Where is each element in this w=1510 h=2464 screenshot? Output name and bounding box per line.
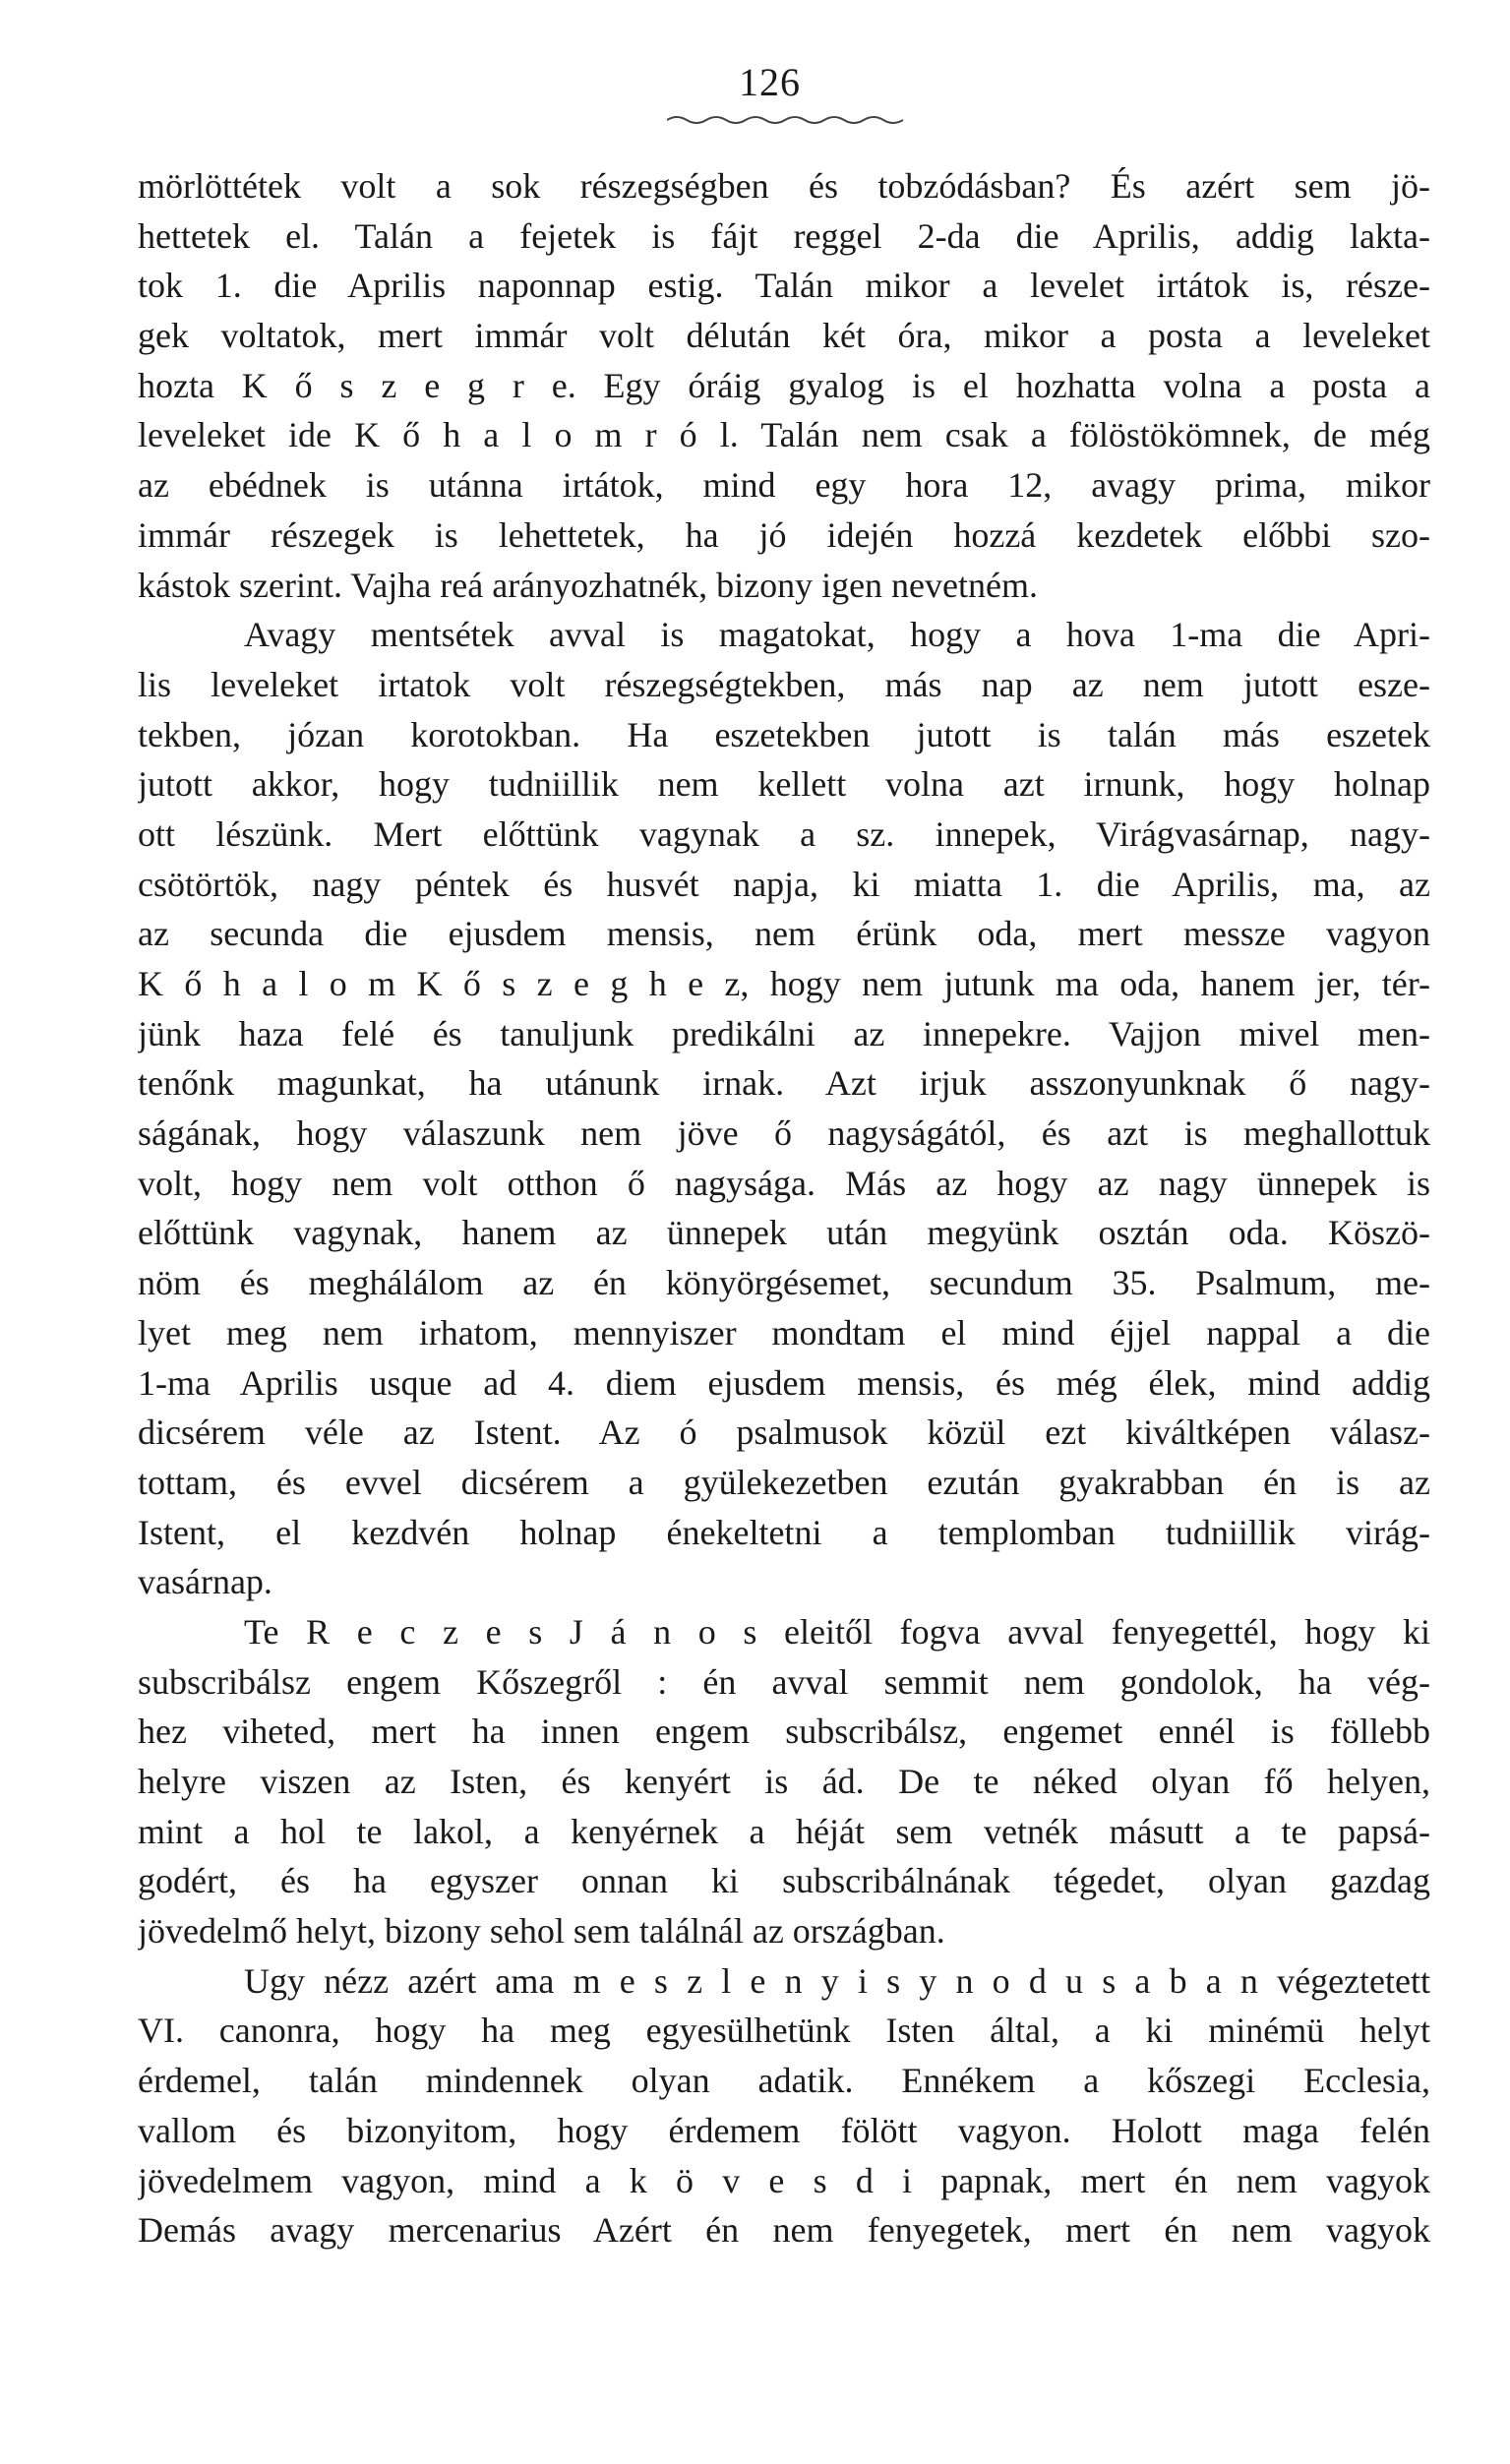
text-line: leveleket ide K ő h a l o m r ó l. Talán nem csak a fölöstökömnek, de még [138, 415, 1430, 455]
text-line: helyre viszen az Isten, és kenyért is ád. De te néked olyan fő helyen, [138, 1762, 1430, 1801]
text-line: csötörtök, nagy péntek és husvét napja, ki miatta 1. die Aprilis, ma, az [138, 864, 1430, 904]
text-line: 1-ma Aprilis usque ad 4. diem ejusdem mensis, és még élek, mind addig [138, 1362, 1430, 1403]
text-line: lyet meg nem irhatom, mennyiszer mondtam el mind éjjel nappal a die [138, 1312, 1430, 1352]
text-line: tottam, és evvel dicsérem a gyülekezetben ezután gyakrabban én is az [138, 1462, 1430, 1502]
text-line: nöm és meghálálom az én könyörgésemet, secundum 35. Psalmum, me- [138, 1263, 1430, 1303]
text-line: ságának, hogy válaszunk nem jöve ő nagyságától, és azt is meghallottuk [138, 1113, 1430, 1154]
text-line: Avagy mentsétek avval is magatokat, hogy a hova 1-ma die Apri- [244, 615, 1430, 655]
text-line: jövedelmem vagyon, mind a k ö v e s d i papnak, mert én nem vagyok [138, 2160, 1430, 2200]
text-line: Te R e c z e s J á n o s eleitől fogva avval fenyegettél, hogy ki [244, 1611, 1430, 1652]
text-line: érdemel, talán mindennek olyan adatik. Ennékem a kőszegi Ecclesia, [138, 2061, 1430, 2101]
text-line: vasárnap. [138, 1562, 272, 1602]
text-line: előttünk vagynak, hanem az ünnepek után megyünk osztán oda. Köszö- [138, 1213, 1430, 1253]
text-body [138, 161, 1430, 2255]
text-line: volt, hogy nem volt otthon ő nagysága. Más az hogy az nagy ünnepek is [138, 1163, 1430, 1203]
text-line: jutott akkor, hogy tudniillik nem kellett volna azt irnunk, hogy holnap [138, 764, 1430, 805]
text-line: hozta K ő s z e g r e. Egy óráig gyalog is el hozhatta volna a posta a [138, 365, 1430, 405]
text-line: tenőnk magunkat, ha utánunk irnak. Azt irjuk asszonyunknak ő nagy- [138, 1063, 1430, 1104]
text-line: dicsérem véle az Istent. Az ó psalmusok közül ezt kiváltképen válasz- [138, 1412, 1430, 1453]
text-line: hettetek el. Talán a fejetek is fájt reggel 2-da die Aprilis, addig lakta- [138, 215, 1430, 256]
text-line: subscribálsz engem Kőszegről : én avval semmit nem gondolok, ha vég- [138, 1661, 1430, 1702]
text-line: vallom és bizonyitom, hogy érdemem fölött vagyon. Holott maga felén [138, 2110, 1430, 2150]
text-line: tekben, józan korotokban. Ha eszetekben jutott is talán más eszetek [138, 714, 1430, 754]
text-line: hez viheted, mert ha innen engem subscribálsz, engemet ennél is föllebb [138, 1712, 1430, 1752]
text-line: Istent, el kezdvén holnap énekeltetni a templomban tudniillik virág- [138, 1512, 1430, 1552]
text-line: Ugy nézz azért ama m e s z l e n y i s y n o d u s a b a n végeztetett [244, 1960, 1430, 2001]
text-line: VI. canonra, hogy ha meg egyesülhetünk Isten által, a ki minémü helyt [138, 2011, 1430, 2051]
text-line: az secunda die ejusdem mensis, nem érünk oda, mert messze vagyon [138, 914, 1430, 954]
text-line: immár részegek is lehettetek, ha jó idején hozzá kezdetek előbbi szo- [138, 514, 1430, 555]
text-line: Demás avagy mercenarius Azért én nem fenyegetek, mert én nem vagyok [138, 2210, 1430, 2251]
page-number: 126 [739, 60, 801, 104]
text-line: jövedelmő helyt, bizony sehol sem találnál az országban. [138, 1911, 945, 1952]
text-line: jünk haza felé és tanuljunk predikálni az innepekre. Vajjon mivel men- [138, 1013, 1430, 1053]
text-line: mint a hol te lakol, a kenyérnek a héját sem vetnék másutt a te papsá- [138, 1811, 1430, 1851]
decorative-rule-icon [667, 110, 903, 130]
text-line: lis leveleket irtatok volt részegségtekben, más nap az nem jutott esze- [138, 664, 1430, 704]
text-line: mörlöttétek volt a sok részegségben és tobzódásban? És azért sem jö- [138, 166, 1430, 206]
text-line: kástok szerint. Vajha reá arányozhatnék, bizony igen nevetném. [138, 565, 1038, 605]
text-line: ott lészünk. Mert előttünk vagynak a sz. innepek, Virágvasárnap, nagy- [138, 813, 1430, 854]
text-line: az ebédnek is utánna irtátok, mind egy hora 12, avagy prima, mikor [138, 465, 1430, 506]
text-line: godért, és ha egyszer onnan ki subscribálnának tégedet, olyan gazdag [138, 1861, 1430, 1901]
text-line: tok 1. die Aprilis naponnap estig. Talán mikor a levelet irtátok is, része- [138, 266, 1430, 306]
text-line: gek voltatok, mert immár volt délután két óra, mikor a posta a leveleket [138, 316, 1430, 356]
text-line: K ő h a l o m K ő s z e g h e z, hogy nem jutunk ma oda, hanem jer, tér- [138, 964, 1430, 1003]
